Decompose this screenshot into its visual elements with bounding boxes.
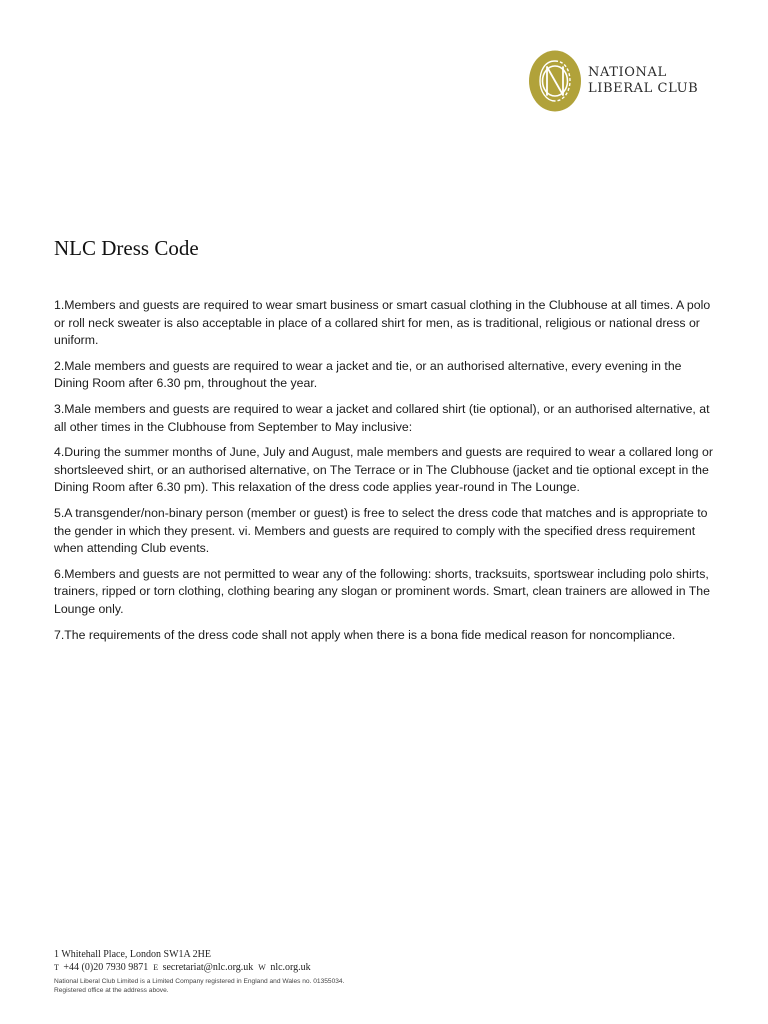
club-logo [528, 50, 698, 112]
footer-contact-line [54, 961, 554, 974]
nlc-monogram-icon [528, 50, 582, 112]
footer-address: 1 Whitehall Place, London SW1A 2HE [54, 949, 212, 960]
footer-email[interactable]: secretariat@nlc.org.uk [162, 962, 254, 973]
rule-paragraph: 5.A transgender/non-binary person (member or guest) is free to select the dress code that matches and is appropriate to the gender in which they present. vi. Members and guests are required to comply with the specified dress requirement when attending Club events. [54, 505, 708, 556]
dress-code-rules [54, 297, 719, 652]
logo-wordmark-line2: LIBERAL CLUB [588, 81, 699, 96]
rule-paragraph: 2.Male members and guests are required to wear a jacket and tie, or an authorised alternative, every evening in the Dining Room after 6.30 pm, throughout the year. [54, 358, 682, 391]
web-label: W [258, 963, 266, 972]
phone-label: T [54, 963, 59, 972]
logo-wordmark [588, 65, 698, 97]
footer-website[interactable]: nlc.org.uk [270, 962, 311, 973]
rule-paragraph: 3.Male members and guests are required to wear a jacket and collared shirt (tie optional), or an authorised alternative, at all other times in the Clubhouse from September to May inclusive: [54, 401, 710, 434]
rule-paragraph: 7.The requirements of the dress code shall not apply when there is a bona fide medical reason for noncompliance. [54, 627, 676, 642]
logo-wordmark-line1: NATIONAL [588, 65, 667, 80]
page-footer [54, 948, 554, 995]
legal-line-office: Registered office at the address above. [54, 986, 169, 994]
email-label: E [153, 963, 159, 972]
footer-legal [54, 978, 554, 995]
rule-paragraph: 6.Members and guests are not permitted to wear any of the following: shorts, tracksuits, sportswear including polo shirts, trainers, ripped or torn clothing, clothing bearing any slogan or prominent words. Smart, clean trainers are allowed in The Lounge only. [54, 566, 710, 616]
legal-line-company: National Liberal Club Limited is a Limited Company registered in England and Wales no. 01355034. [54, 978, 345, 985]
rule-paragraph: 1.Members and guests are required to wear smart business or smart casual clothing in the Clubhouse at all times. A polo or roll neck sweater is also acceptable in place of a collared shirt for men, as is traditional, religious or national dress or uniform. [54, 298, 711, 348]
rule-paragraph: 4.During the summer months of June, July and August, male members and guests are required to wear a collared long or shortsleeved shirt, or an authorised alternative, on The Terrace or in The Clubhouse (jacket and tie optional except in the Dining Room after 6.30 pm). This relaxation of the dress code applies year-round in The Lounge. [54, 445, 713, 495]
page-title: NLC Dress Code [54, 236, 199, 260]
footer-phone: +44 (0)20 7930 9871 [63, 962, 149, 973]
